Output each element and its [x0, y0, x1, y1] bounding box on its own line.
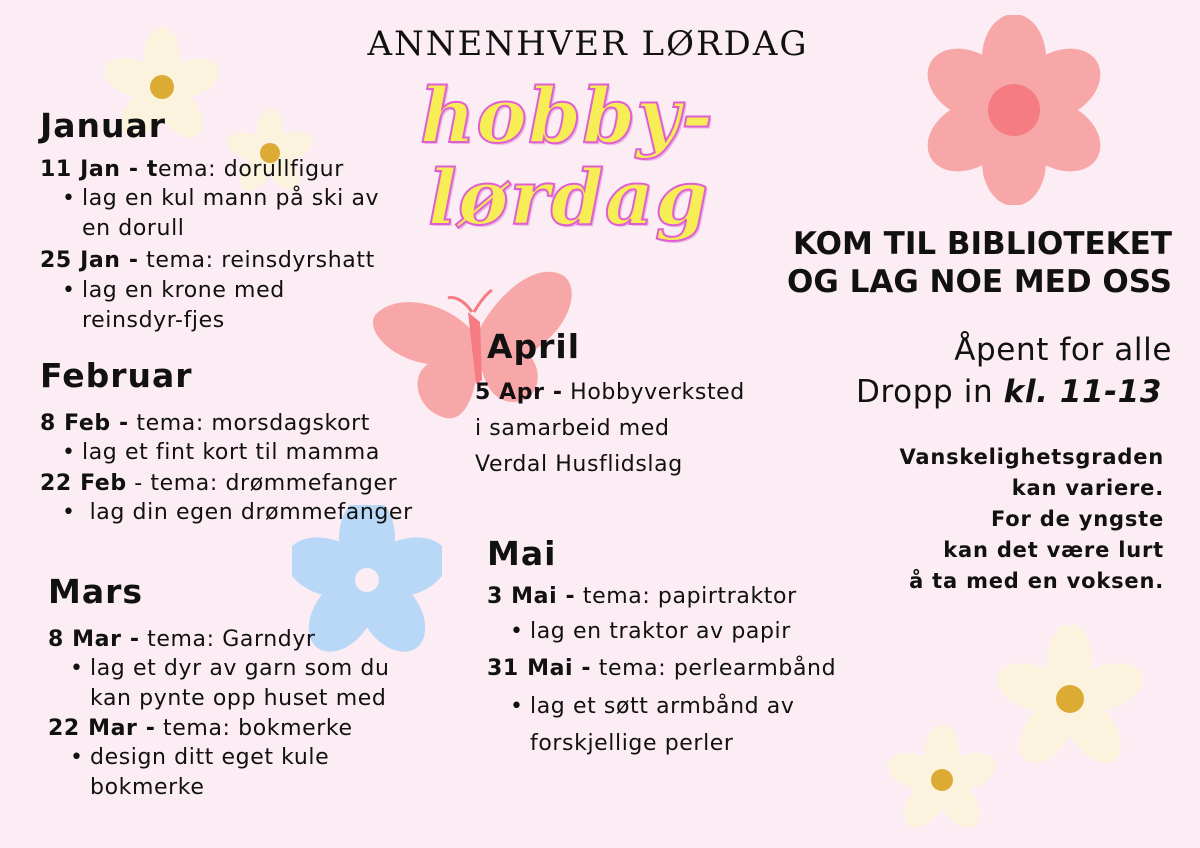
month-mars: Mars: [48, 572, 144, 611]
list-item: • lag en traktor av papir: [530, 617, 791, 647]
list-item: • lag et dyr av garn som du kan pynte opp huset med: [90, 654, 420, 714]
opening-info: Åpent for alle Dropp in kl. 11-13: [856, 332, 1172, 410]
list-item: • lag et søtt armbånd av forskjellige perler: [530, 688, 795, 762]
event-date-line: 22 Mar - tema: bokmerke: [48, 716, 353, 741]
month-april: April: [487, 327, 581, 366]
page-title: ANNENHVER LØRDAG: [367, 24, 809, 64]
cream-flower-bottom-right-icon: [990, 625, 1146, 775]
month-mai: Mai: [487, 534, 557, 573]
event-date-line: 11 Jan - tema: dorullfigur: [40, 157, 344, 182]
month-februar: Februar: [40, 356, 193, 395]
list-item: • lag en kul mann på ski av en dorull: [82, 184, 412, 244]
month-januar: Januar: [40, 106, 167, 145]
event-date-line: 3 Mai - tema: papirtraktor: [487, 584, 797, 609]
list-item: • lag et fint kort til mamma: [82, 438, 380, 468]
event-date-line: 8 Mar - tema: Garndyr: [48, 627, 316, 652]
list-item: • lag din egen drømmefanger: [82, 498, 413, 528]
list-item: • design ditt eget kule bokmerke: [90, 743, 420, 803]
list-item: • lag en krone med reinsdyr-fjes: [82, 276, 412, 336]
event-date-line: 25 Jan - tema: reinsdyrshatt: [40, 248, 375, 273]
event-text-line: Verdal Husflidslag: [475, 452, 683, 477]
event-date-line: 8 Feb - tema: morsdagskort: [40, 411, 370, 436]
cream-flower-bottom-small-icon: [882, 726, 1002, 836]
event-text-line: i samarbeid med: [475, 416, 670, 441]
event-date-line: 22 Feb - tema: drømmefanger: [40, 471, 398, 496]
difficulty-note: Vanskelighetsgraden kan variere. For de yngste kan det være lurt å ta med en voksen.: [899, 445, 1164, 593]
hobby-title-line2: lørdag: [428, 153, 710, 242]
event-date-line: 31 Mai - tema: perlearmbånd: [487, 656, 837, 681]
call-to-action: KOM TIL BIBLIOTEKET OG LAG NOE MED OSS: [786, 226, 1172, 300]
event-date-line: 5 Apr - Hobbyverksted: [475, 380, 745, 405]
hobby-title-line1: hobby-: [420, 71, 714, 160]
